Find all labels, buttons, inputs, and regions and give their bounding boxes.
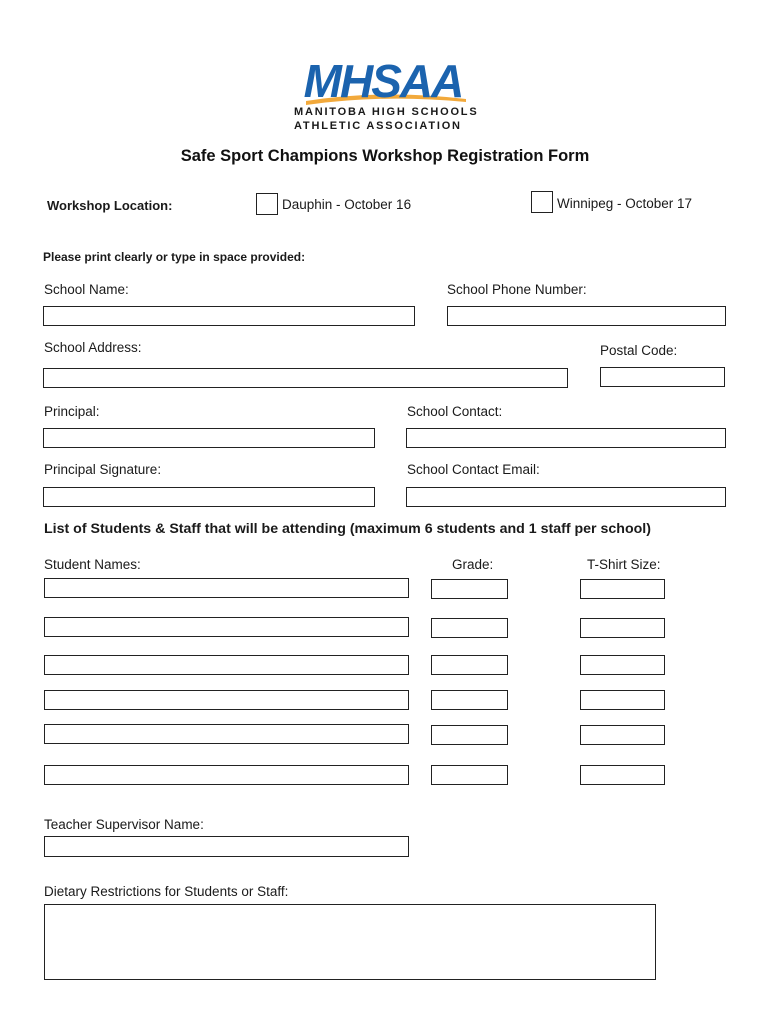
attendee-list-heading: List of Students & Staff that will be attending (maximum 6 students and 1 staff per school) (44, 521, 651, 537)
school-contact-input[interactable] (406, 428, 726, 448)
grade-input-6[interactable] (431, 765, 508, 785)
postal-code-label: Postal Code: (600, 343, 678, 358)
form-title: Safe Sport Champions Workshop Registration Form (180, 147, 590, 165)
principal-label: Principal: (44, 404, 100, 419)
tshirt-input-2[interactable] (580, 618, 665, 638)
school-contact-label: School Contact: (407, 404, 503, 419)
grade-input-4[interactable] (431, 690, 508, 710)
logo-wordmark: MHSAA (303, 55, 463, 107)
school-phone-label: School Phone Number: (447, 282, 587, 297)
school-phone-input[interactable] (447, 306, 726, 326)
winnipeg-option-label: Winnipeg - October 17 (557, 196, 693, 211)
logo-line-1: MANITOBA HIGH SCHOOLS (294, 106, 479, 118)
tshirt-input-5[interactable] (580, 725, 665, 745)
school-name-label: School Name: (44, 282, 129, 297)
postal-code-input[interactable] (600, 367, 725, 387)
teacher-supervisor-input[interactable] (44, 836, 409, 857)
school-name-input[interactable] (43, 306, 415, 326)
principal-signature-label: Principal Signature: (44, 462, 162, 477)
dauphin-checkbox[interactable] (256, 193, 278, 215)
principal-input[interactable] (43, 428, 375, 448)
grade-input-2[interactable] (431, 618, 508, 638)
principal-signature-input[interactable] (43, 487, 375, 507)
school-address-label: School Address: (44, 340, 142, 355)
winnipeg-checkbox[interactable] (531, 191, 553, 213)
teacher-supervisor-label: Teacher Supervisor Name: (44, 817, 204, 832)
dietary-restrictions-textarea[interactable] (44, 904, 656, 980)
student-name-input-5[interactable] (44, 724, 409, 744)
school-contact-email-input[interactable] (406, 487, 726, 507)
student-name-input-1[interactable] (44, 578, 409, 598)
grade-input-3[interactable] (431, 655, 508, 675)
dietary-restrictions-label: Dietary Restrictions for Students or Staff: (44, 884, 289, 899)
school-address-input[interactable] (43, 368, 568, 388)
grade-input-5[interactable] (431, 725, 508, 745)
student-names-label: Student Names: (44, 557, 141, 572)
instructions: Please print clearly or type in space provided: (43, 250, 306, 264)
logo-line-2: ATHLETIC ASSOCIATION (294, 120, 462, 132)
grade-label: Grade: (452, 557, 494, 572)
student-name-input-6[interactable] (44, 765, 409, 785)
tshirt-input-4[interactable] (580, 690, 665, 710)
school-contact-email-label: School Contact Email: (407, 462, 540, 477)
dauphin-option-label: Dauphin - October 16 (282, 197, 412, 212)
tshirt-size-label: T-Shirt Size: (587, 557, 661, 572)
workshop-location-label: Workshop Location: (47, 198, 173, 213)
grade-input-1[interactable] (431, 579, 508, 599)
tshirt-input-3[interactable] (580, 655, 665, 675)
student-name-input-2[interactable] (44, 617, 409, 637)
tshirt-input-6[interactable] (580, 765, 665, 785)
tshirt-input-1[interactable] (580, 579, 665, 599)
student-name-input-4[interactable] (44, 690, 409, 710)
student-name-input-3[interactable] (44, 655, 409, 675)
